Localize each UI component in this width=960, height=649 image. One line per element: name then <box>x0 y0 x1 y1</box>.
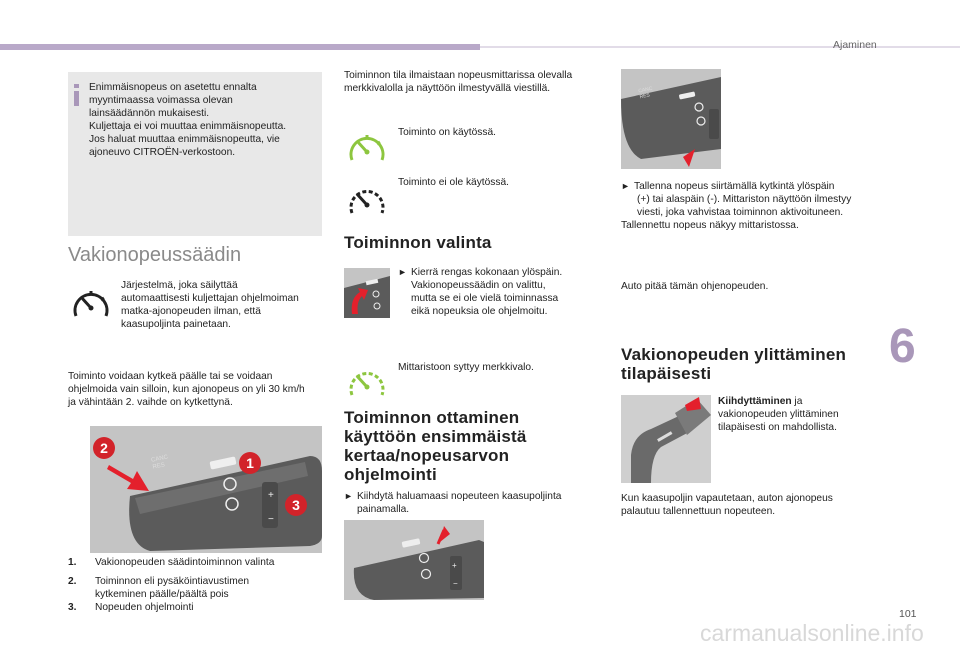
watermark: carmanualsonline.info <box>700 620 924 646</box>
save-step <box>621 180 881 232</box>
legend-list <box>68 556 328 614</box>
item-text: kytkeminen päälle/päältä pois <box>95 589 229 600</box>
release-line: palautuu tallennettuun nopeuteen. <box>621 506 776 517</box>
stalk-photo-select <box>344 268 390 318</box>
body-line: ja vähintään 2. vaihde on kytkettynä. <box>68 397 233 408</box>
first-use-title <box>344 408 604 484</box>
step-text: Vakionopeussäädin on valittu, <box>411 280 546 291</box>
intro-line: Järjestelmä, joka säilyttää <box>121 280 238 291</box>
svg-text:+: + <box>452 561 457 570</box>
svg-text:−: − <box>453 579 458 588</box>
bullet-icon: ► <box>398 267 407 277</box>
body-line: Toiminto voidaan kytkeä päälle tai se voidaan <box>68 371 273 382</box>
callout-2: 2 <box>93 437 115 459</box>
step-text: Kierrä rengas kokonaan ylöspäin. <box>411 267 563 278</box>
header-bar <box>0 44 480 50</box>
red-arrow-icon <box>107 455 151 495</box>
release-text <box>621 492 881 518</box>
exceed-rest: ja <box>791 396 803 407</box>
stalk-label: CANC RES <box>637 85 654 101</box>
callout-1: 1 <box>239 452 261 474</box>
stalk-label: CANC RES <box>150 454 169 471</box>
cruise-intro <box>121 279 321 331</box>
note-line: myyntimaassa voimassa olevan <box>89 95 233 106</box>
selection-step <box>398 266 598 318</box>
item-text: Vakionopeuden säädintoiminnon valinta <box>95 557 275 568</box>
item-number: 1. <box>68 557 77 568</box>
chapter-tab <box>889 321 923 373</box>
svg-text:−: − <box>268 514 274 525</box>
step-text: (+) tai alaspäin (-). Mittariston näyttöön ilmestyy <box>637 194 852 205</box>
note-text <box>89 81 319 159</box>
exceed-title <box>621 345 881 383</box>
release-line: Kun kaasupoljin vapautetaan, auton ajonopeus <box>621 493 833 504</box>
exceed-bold: Kiihdyttäminen <box>718 396 792 407</box>
cruise-body <box>68 370 328 409</box>
header-line <box>480 46 960 48</box>
intro-line: matka-ajonopeuden ilman, että <box>121 306 261 317</box>
status-intro <box>344 69 604 95</box>
exceed-text <box>718 395 868 434</box>
title-line: ohjelmointi <box>344 465 437 484</box>
note-line: Jos haluat muuttaa enimmäisnopeutta, vie <box>89 134 280 145</box>
step-text: Tallennettu nopeus näkyy mittaristossa. <box>621 220 799 231</box>
title-line: Toiminnon ottaminen <box>344 408 520 427</box>
section-title-cruise: Vakionopeussäädin <box>68 244 242 266</box>
cruise-off-icon <box>346 183 388 217</box>
status-off-text: Toiminto ei ole käytössä. <box>398 177 509 188</box>
info-note <box>68 72 322 236</box>
list-item <box>68 575 328 601</box>
note-line: Enimmäisnopeus on asetettu ennalta <box>89 82 257 93</box>
exceed-rest: vakionopeuden ylittäminen <box>718 409 839 420</box>
note-line: ajoneuvo CITROËN-verkostoon. <box>89 147 236 158</box>
speedometer-icon <box>70 286 112 320</box>
cruise-on-icon <box>346 130 388 164</box>
info-icon <box>74 84 79 106</box>
note-line: Kuljettaja ei voi muuttaa enimmäisnopeutta. <box>89 121 287 132</box>
stalk-photo-accelerate <box>344 520 484 600</box>
status-on-text: Toiminto on käytössä. <box>398 127 496 138</box>
intro-line: Toiminnon tila ilmaistaan nopeusmittarissa olevalla <box>344 70 573 81</box>
step-text: eikä nopeuksia ole ohjelmoitu. <box>411 306 548 317</box>
intro-line: automaattisesti kuljettajan ohjelmoiman <box>121 293 299 304</box>
pedal-photo <box>621 395 711 483</box>
step-text: Tallenna nopeus siirtämällä kytkintä ylöspäin <box>634 181 835 192</box>
note-line: lainsäädännön mukaisesti. <box>89 108 210 119</box>
step-text: painamalla. <box>357 504 410 515</box>
body-line: ohjelmoida vain silloin, kun ajonopeus on yli 30 km/h <box>68 384 305 395</box>
item-number: 2. <box>68 576 77 587</box>
title-line: tilapäisesti <box>621 364 712 383</box>
list-item <box>68 556 328 569</box>
callout-3: 3 <box>285 494 307 516</box>
item-number: 3. <box>68 602 77 613</box>
item-text: Nopeuden ohjelmointi <box>95 602 194 613</box>
chapter-number: 6 <box>889 320 916 373</box>
stalk-photo-save <box>621 69 721 169</box>
list-item <box>68 601 328 614</box>
cruise-lamp-icon <box>346 365 388 399</box>
keeps-speed-text: Auto pitää tämän ohjenopeuden. <box>621 281 769 292</box>
selection-title: Toiminnon valinta <box>344 233 492 252</box>
step-text: mutta se ei ole vielä toiminnassa <box>411 293 559 304</box>
step-text: Kiihdytä haluamaasi nopeuteen kaasupoljinta <box>357 491 562 502</box>
intro-line: kaasupoljinta painetaan. <box>121 319 231 330</box>
exceed-rest: tilapäisesti on mahdollista. <box>718 422 837 433</box>
step-text: viesti, joka vahvistaa toiminnon aktivoituneen. <box>637 207 844 218</box>
first-use-step <box>344 490 604 516</box>
section-title: Ajaminen <box>833 39 877 51</box>
title-line: kertaa/nopeusarvon <box>344 446 510 465</box>
bullet-icon: ► <box>344 491 353 501</box>
page-number: 101 <box>899 608 917 620</box>
title-line: Vakionopeuden ylittäminen <box>621 345 847 364</box>
lamp-text: Mittaristoon syttyy merkkivalo. <box>398 362 534 373</box>
item-text: Toiminnon eli pysäköintiavustimen <box>95 576 250 587</box>
bullet-icon: ► <box>621 181 630 191</box>
intro-line: merkkivalolla ja näyttöön ilmestyvällä viestillä. <box>344 83 551 94</box>
svg-text:+: + <box>268 490 274 501</box>
title-line: käyttöön ensimmäistä <box>344 427 527 446</box>
